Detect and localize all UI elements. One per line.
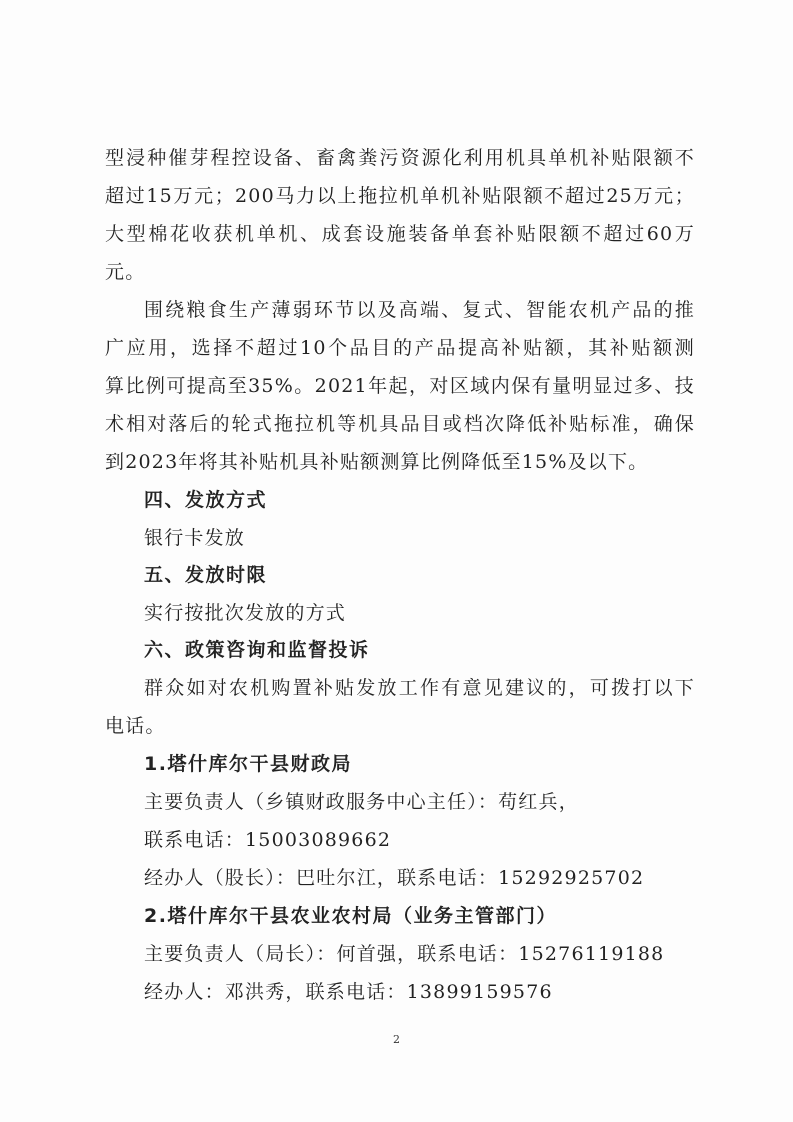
section-heading-consultation: 六、政策咨询和监督投诉	[144, 639, 370, 661]
paragraph-line: 超过15万元；200马力以上拖拉机单机补贴限额不超过25万元；	[105, 185, 695, 207]
section-heading-payment-method: 四、发放方式	[144, 489, 268, 511]
paragraph-line: 元。	[105, 261, 146, 283]
contact-leader: 主要负责人（局长）：何首强，联系电话：15276119188	[144, 943, 665, 965]
paragraph-line: 群众如对农机购置补贴发放工作有意见建议的，可拨打以下	[144, 677, 695, 699]
contact-heading-agriculture-bureau: 2.塔什库尔干县农业农村局（业务主管部门）	[144, 905, 557, 927]
paragraph-line: 大型棉花收获机单机、成套设施装备单套补贴限额不超过60万	[105, 223, 695, 245]
section-heading-payment-time: 五、发放时限	[144, 564, 268, 586]
contact-heading-finance-bureau: 1.塔什库尔干县财政局	[144, 753, 352, 775]
contact-leader: 主要负责人（乡镇财政服务中心主任）：苟红兵，	[144, 791, 579, 813]
paragraph-line: 广应用，选择不超过10个品目的产品提高补贴额，其补贴额测	[105, 337, 695, 359]
paragraph-line: 型浸种催芽程控设备、畜禽粪污资源化利用机具单机补贴限额不	[105, 147, 695, 169]
paragraph-line: 算比例可提高至35%。2021年起，对区域内保有量明显过多、技	[105, 375, 695, 397]
paragraph-line: 到2023年将其补贴机具补贴额测算比例降低至15%及以下。	[105, 451, 649, 473]
section-content-payment-time: 实行按批次发放的方式	[144, 602, 347, 624]
paragraph-line: 电话。	[105, 715, 166, 737]
page-number: 2	[393, 1033, 400, 1046]
paragraph-line: 术相对落后的轮式拖拉机等机具品目或档次降低补贴标准，确保	[105, 413, 695, 435]
section-content-payment-method: 银行卡发放	[144, 527, 246, 549]
contact-handler: 经办人：邓洪秀，联系电话：13899159576	[144, 981, 553, 1003]
contact-handler: 经办人（股长）：巴吐尔江，联系电话：15292925702	[144, 867, 645, 889]
contact-leader-phone: 联系电话：15003089662	[144, 829, 392, 851]
paragraph-line: 围绕粮食生产薄弱环节以及高端、复式、智能农机产品的推	[144, 299, 695, 321]
